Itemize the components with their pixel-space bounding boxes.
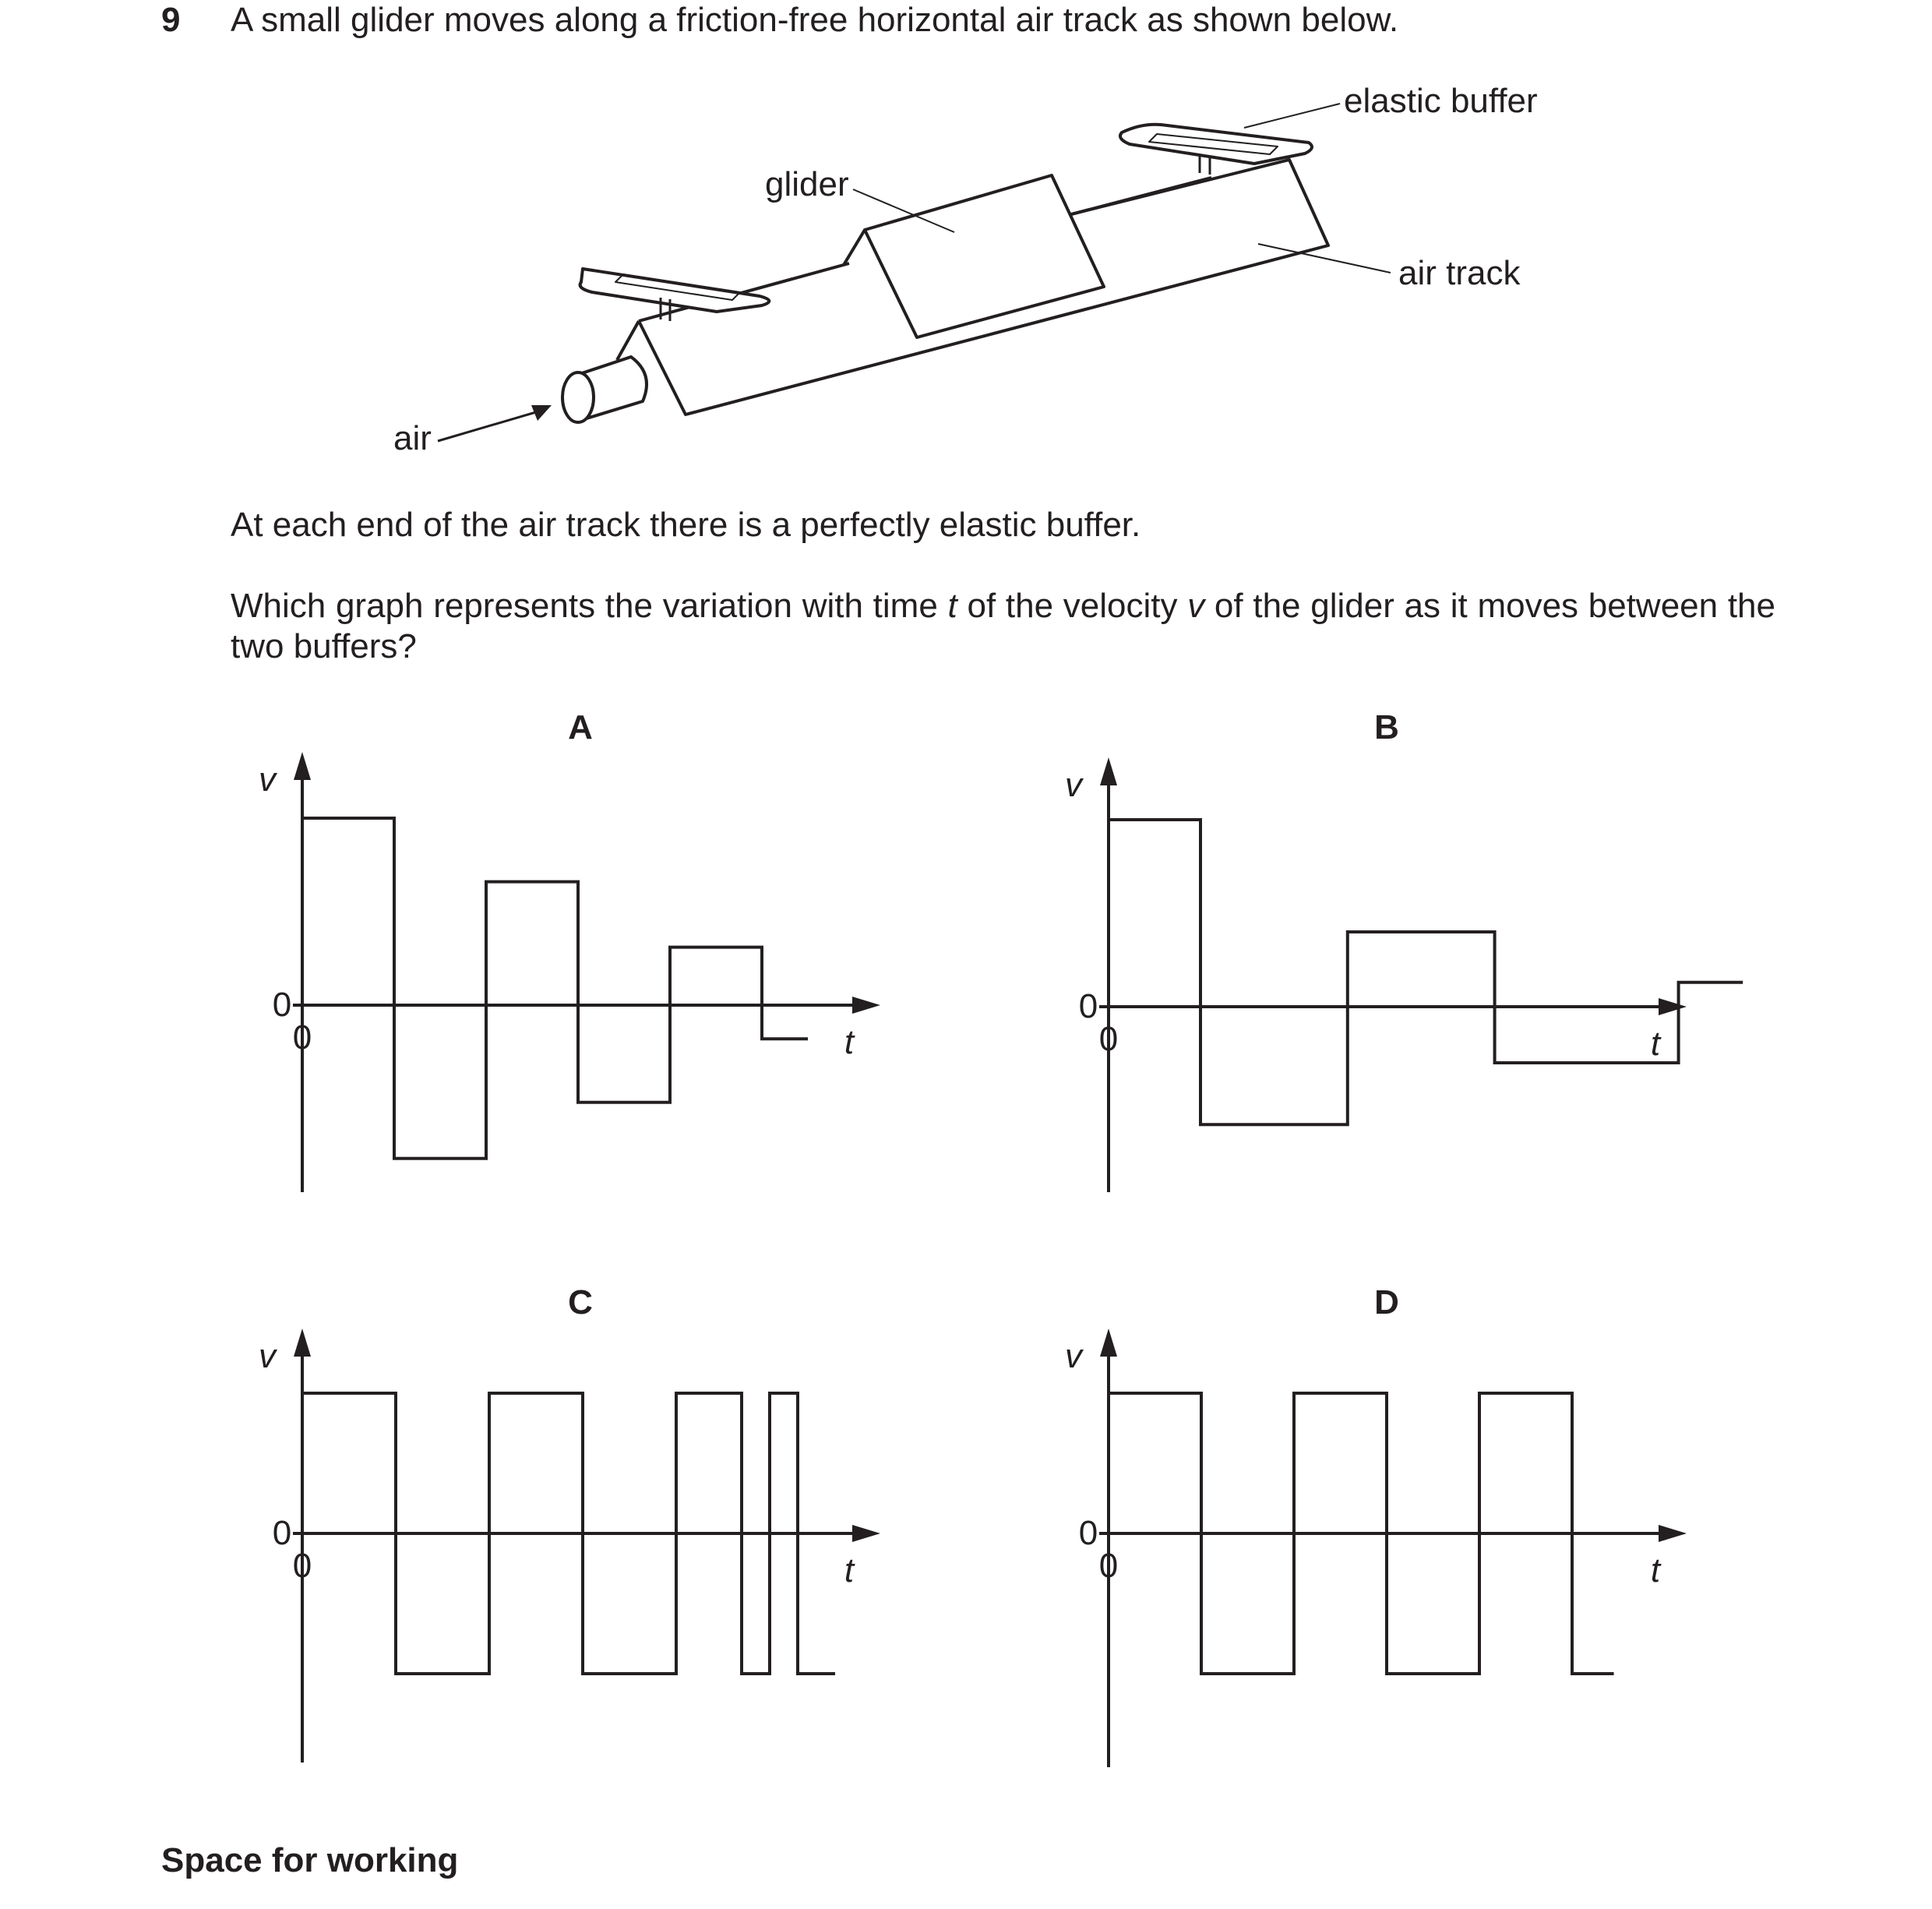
question-intro: A small glider moves along a friction-free horizontal air track as shown below. xyxy=(231,1,1399,39)
glider-label: glider xyxy=(765,165,849,203)
graph-a-origin-v: 0 xyxy=(272,986,292,1024)
space-for-working-heading: Space for working xyxy=(161,1841,459,1879)
graph-a-t-label: t xyxy=(844,1023,855,1061)
graph-c-t-axis-arrow xyxy=(852,1525,880,1542)
prompt-t-symbol: t xyxy=(947,587,957,625)
graph-c-origin-t: 0 xyxy=(292,1547,312,1585)
track-left-edge xyxy=(617,321,639,360)
graph-b-origin-t: 0 xyxy=(1098,1020,1119,1058)
graph-d-letter: D xyxy=(1374,1283,1399,1321)
graph-b-origin-v: 0 xyxy=(1078,987,1098,1025)
graph-c-v-axis-arrow xyxy=(294,1329,311,1357)
track-left-face xyxy=(639,321,686,415)
graph-b-velocity-curve xyxy=(1109,820,1743,1124)
prompt-part-1: Which graph represents the variation with time xyxy=(231,587,948,625)
graph-b-t-axis-arrow xyxy=(1659,998,1687,1015)
air-track-diagram xyxy=(0,0,1932,483)
elastic-buffer-label: elastic buffer xyxy=(1344,82,1538,120)
right-buffer xyxy=(1120,125,1312,164)
graph-a-v-axis-arrow xyxy=(294,752,311,780)
graph-d-origin-t: 0 xyxy=(1098,1547,1119,1585)
graph-c-letter: C xyxy=(568,1283,593,1321)
graph-b-t-label: t xyxy=(1650,1025,1661,1063)
graph-a-v-label: v xyxy=(259,760,276,799)
graph-d-v-axis-arrow xyxy=(1100,1329,1117,1357)
graph-d-t-axis-arrow xyxy=(1659,1525,1687,1542)
graph-a-letter: A xyxy=(568,708,593,746)
graph-b-v-axis-arrow xyxy=(1100,757,1117,785)
question-number: 9 xyxy=(161,1,181,39)
glider-left-flap xyxy=(844,230,865,265)
graph-b-letter: B xyxy=(1374,708,1399,746)
left-buffer xyxy=(580,269,770,312)
track-top-ridge-right xyxy=(1071,178,1211,214)
question-prompt xyxy=(231,586,1775,667)
prompt-v-symbol: v xyxy=(1187,587,1205,625)
buffer-statement: At each end of the air track there is a perfectly elastic buffer. xyxy=(231,506,1141,544)
graph-d-v-label: v xyxy=(1065,1337,1082,1375)
graph-a-origin-t: 0 xyxy=(292,1018,312,1057)
graph-c-v-label: v xyxy=(259,1337,276,1375)
air-track-label: air track xyxy=(1398,254,1521,292)
graph-b-v-label: v xyxy=(1065,766,1082,804)
air-label: air xyxy=(393,419,432,457)
graph-a-velocity-curve xyxy=(302,818,808,1159)
graph-d-t-label: t xyxy=(1650,1551,1661,1590)
graph-c-t-label: t xyxy=(844,1551,855,1590)
prompt-part-2: of the velocity xyxy=(957,587,1188,625)
prompt-part-3: of the glider as it moves between the two buffers? xyxy=(231,587,1776,665)
graph-c-origin-v: 0 xyxy=(272,1514,292,1552)
answer-graphs xyxy=(0,686,1932,1777)
graph-a-t-axis-arrow xyxy=(852,997,880,1014)
graph-d-origin-v: 0 xyxy=(1078,1514,1098,1552)
